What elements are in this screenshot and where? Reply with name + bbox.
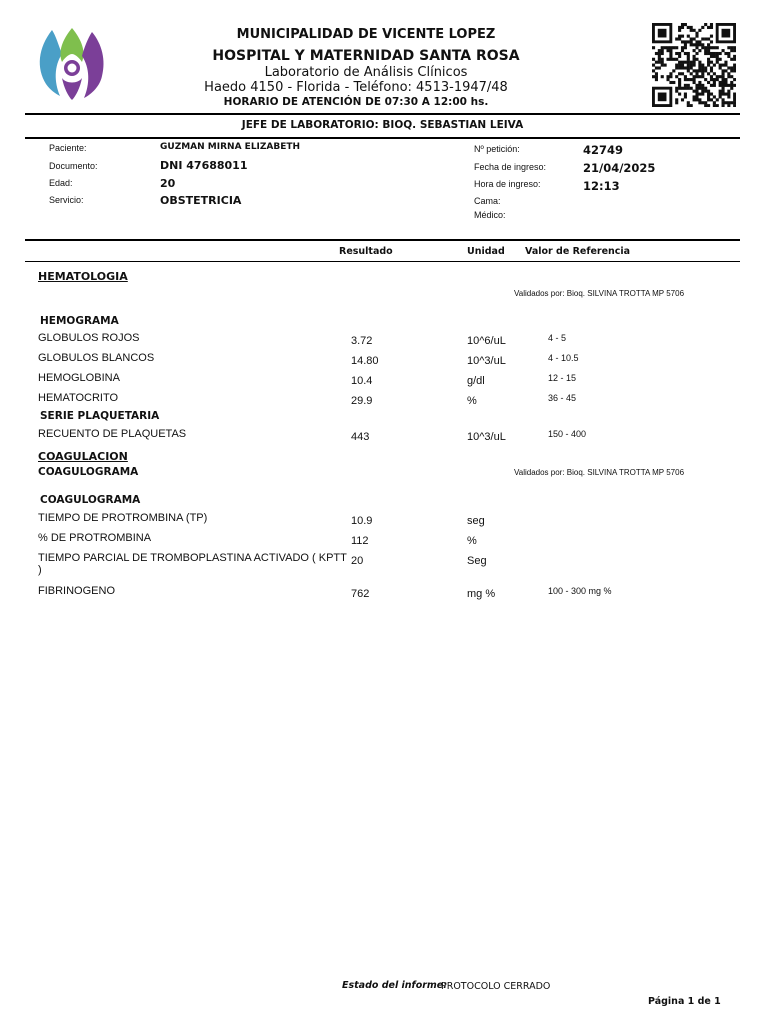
test-reference: 150 - 400	[548, 429, 587, 439]
request-number: 42749	[583, 143, 624, 157]
address-line: Haedo 4150 - Florida - Teléfono: 4513-1947/48	[204, 80, 508, 95]
patient-divider	[25, 239, 740, 241]
group-coagulograma: COAGULOGRAMA	[40, 494, 141, 506]
patient-name: GUZMAN MIRNA ELIZABETH	[160, 142, 301, 152]
lab-chief: JEFE DE LABORATORIO: BIOQ. SEBASTIAN LEIVA	[241, 119, 524, 131]
test-result: 112	[351, 535, 369, 547]
service-value: OBSTETRICIA	[160, 194, 242, 207]
test-result: 10.9	[351, 515, 373, 527]
section-coagulacion: COAGULACION	[38, 450, 128, 463]
test-unit: seg	[467, 515, 485, 527]
column-reference: Valor de Referencia	[525, 246, 631, 257]
test-unit: g/dl	[467, 375, 485, 387]
test-name: GLOBULOS ROJOS	[38, 332, 140, 344]
test-result: 443	[351, 431, 370, 443]
column-result: Resultado	[339, 246, 393, 257]
test-result: 14.80	[351, 355, 379, 367]
test-result: 20	[351, 555, 364, 567]
test-reference: 4 - 5	[548, 333, 567, 343]
test-unit: mg %	[467, 588, 496, 600]
hospital-title: HOSPITAL Y MATERNIDAD SANTA ROSA	[212, 48, 520, 64]
test-unit: %	[467, 535, 477, 547]
admission-time-label: Hora de ingreso:	[474, 179, 541, 189]
test-name: HEMATOCRITO	[38, 392, 119, 404]
admission-time: 12:13	[583, 179, 620, 193]
columns-divider	[25, 261, 740, 262]
test-result: 10.4	[351, 375, 373, 387]
test-name: TIEMPO DE PROTROMBINA (TP)	[38, 512, 208, 524]
document-label: Documento:	[49, 161, 98, 171]
patient-label: Paciente:	[49, 143, 87, 153]
group-hemograma: HEMOGRAMA	[40, 315, 119, 327]
test-reference: 36 - 45	[548, 393, 577, 403]
header-divider-top	[25, 113, 740, 115]
municipality-title: MUNICIPALIDAD DE VICENTE LOPEZ	[236, 27, 496, 42]
bed-label: Cama:	[474, 196, 501, 206]
section-coagulograma: COAGULOGRAMA	[38, 466, 139, 478]
test-reference: 100 - 300 mg %	[548, 586, 612, 596]
request-number-label: Nº petición:	[474, 144, 520, 154]
page-number: Página 1 de 1	[648, 996, 721, 1007]
validated-by-hematologia: Validados por: Bioq. SILVINA TROTTA MP 5706	[514, 289, 685, 298]
test-result: 762	[351, 588, 370, 600]
admission-date: 21/04/2025	[583, 161, 656, 175]
test-unit: Seg	[467, 555, 487, 567]
group-serie-plaquetaria: SERIE PLAQUETARIA	[40, 410, 160, 422]
test-name: RECUENTO DE PLAQUETAS	[38, 428, 187, 440]
test-name: % DE PROTROMBINA	[38, 532, 152, 544]
test-unit: 10^6/uL	[467, 335, 506, 347]
document-value: DNI 47688011	[160, 159, 248, 172]
test-reference: 4 - 10.5	[548, 353, 579, 363]
age-value: 20	[160, 177, 176, 190]
admission-date-label: Fecha de ingreso:	[474, 162, 547, 172]
service-label: Servicio:	[49, 195, 84, 205]
test-unit: %	[467, 395, 477, 407]
validated-by-coagulacion: Validados por: Bioq. SILVINA TROTTA MP 5706	[514, 468, 685, 477]
test-result: 29.9	[351, 395, 373, 407]
test-name: TIEMPO PARCIAL DE TROMBOPLASTINA ACTIVADO ( KPTT	[38, 552, 347, 564]
report-status: PROTOCOLO CERRADO	[441, 981, 551, 992]
test-name-continuation: )	[38, 564, 42, 576]
report-status-label: Estado del informe:	[342, 980, 448, 991]
test-name: FIBRINOGENO	[38, 585, 116, 597]
opening-hours: HORARIO DE ATENCIÓN DE 07:30 A 12:00 hs.	[223, 96, 489, 108]
test-result: 3.72	[351, 335, 373, 347]
hospital-logo	[36, 26, 108, 102]
lab-subtitle: Laboratorio de Análisis Clínicos	[264, 65, 468, 80]
age-label: Edad:	[49, 178, 73, 188]
test-name: HEMOGLOBINA	[38, 372, 120, 384]
header-divider-bottom	[25, 137, 740, 139]
test-unit: 10^3/uL	[467, 355, 506, 367]
test-reference: 12 - 15	[548, 373, 577, 383]
doctor-label: Médico:	[474, 210, 506, 220]
qr-code	[652, 23, 736, 107]
section-hematologia: HEMATOLOGIA	[38, 270, 128, 283]
column-unit: Unidad	[467, 246, 505, 257]
test-name: GLOBULOS BLANCOS	[38, 352, 155, 364]
test-unit: 10^3/uL	[467, 431, 506, 443]
